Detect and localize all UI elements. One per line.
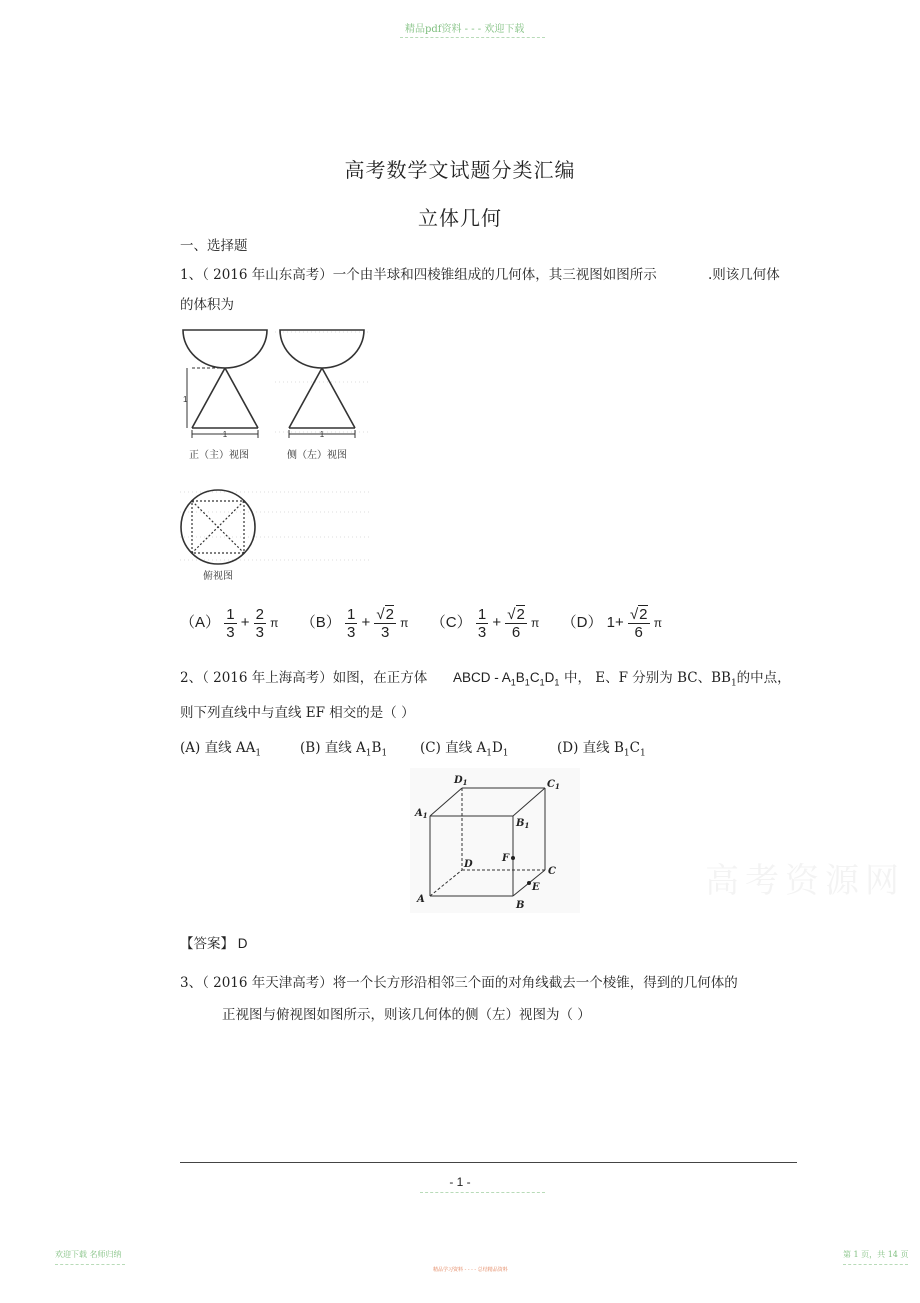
footer-left-divider: [55, 1264, 125, 1265]
footer-left-text: 欢迎下载 名师归纳: [55, 1250, 122, 1259]
page-number: - 1 -: [449, 1175, 471, 1189]
front-view-height-dim: 1: [183, 395, 188, 404]
watermark: 高考资源网: [705, 861, 905, 901]
side-view-label: 侧（左）视图: [287, 450, 347, 461]
label-d1: $D_1$: [454, 775, 468, 787]
label-b1: $B_1$: [516, 818, 530, 830]
q1-line2: 的体积为: [180, 297, 234, 313]
q1-three-view-figure: [175, 322, 375, 590]
top-view-drawing: [181, 490, 255, 564]
q2-line1b: ABCD - $A_1B_1C_1D_1$: [453, 670, 560, 688]
page-title: 高考数学文试题分类汇编: [344, 158, 576, 182]
footer-center-text: 精品学习资料 - - - - 总结精品资料: [433, 1267, 508, 1273]
side-view-dim: 1: [319, 430, 325, 439]
side-view-drawing: [280, 330, 364, 438]
q1-option-c: （C） $\frac{1}{3}$ + $\frac{√2}{6}$ π: [430, 606, 540, 641]
front-view-label: 正（主）视图: [189, 450, 249, 461]
front-view-drawing: [183, 330, 267, 438]
q1-line1a: 1、（ 2016 年山东高考）一个由半球和四棱锥组成的几何体，其三视图如图所示: [180, 267, 657, 283]
label-b: B: [516, 900, 525, 911]
top-view-label: 俯视图: [203, 571, 233, 582]
q2-option-b: (B) 直线 $A_1B_1$: [300, 740, 388, 759]
q2-line1c: 中， E、F 分别为 BC、$BB_1$的中点，: [564, 670, 791, 689]
q3-line1: 3、（ 2016 年天津高考）将一个长方形沿相邻三个面的对角线截去一个棱锥，得到的几何体的: [180, 975, 738, 991]
section-heading: 一、选择题: [180, 238, 248, 254]
q3-line2: 正视图与俯视图如图所示，则该几何体的侧（左）视图为（ ）: [222, 1007, 591, 1023]
page-subtitle: 立体几何: [418, 206, 502, 230]
q2-cube-figure: [410, 768, 580, 913]
header-top-text: 精品pdf资料 - - - 欢迎下载: [405, 24, 525, 35]
point-f: [511, 856, 515, 860]
q1-options: [180, 606, 662, 641]
header-divider: [400, 37, 545, 38]
q2-answer: 【答案】 D: [180, 936, 248, 952]
q2-option-c: (C) 直线 $A_1D_1$: [420, 740, 509, 759]
point-e: [527, 881, 531, 885]
label-e: E: [532, 882, 540, 893]
front-view-dim: 1: [222, 430, 228, 439]
footer-rule: [180, 1162, 797, 1163]
q1-option-a: （A） $\frac{1}{3}$ + $\frac{2}{3}$ π: [180, 606, 279, 641]
label-a: A: [417, 894, 425, 905]
q1-option-b: （B） $\frac{1}{3}$ + $\frac{√2}{3}$ π: [300, 606, 409, 641]
label-c: C: [548, 866, 556, 877]
q1-option-d: （D） 1+ $\frac{√2}{6}$ π: [561, 606, 662, 641]
q1-line1b: .则该几何体: [708, 267, 780, 283]
label-d: D: [464, 859, 473, 870]
footer-right-divider: [843, 1264, 908, 1265]
footer-center-divider: [420, 1192, 545, 1193]
q1-line1: [180, 266, 657, 284]
q2-line2: 则下列直线中与直线 EF 相交的是（ ）: [180, 705, 415, 721]
q2-option-d: (D) 直线 $B_1C_1$: [557, 740, 646, 759]
q2-option-a: (A) 直线 $AA_1$: [180, 740, 262, 759]
label-c1: $C_1$: [547, 779, 560, 791]
footer-right-text: 第 1 页，共 14 页: [843, 1250, 909, 1259]
q2-line1a: 2、（ 2016 年上海高考）如图，在正方体: [180, 670, 428, 686]
label-a1: $A_1$: [415, 808, 428, 820]
label-f: F: [502, 853, 510, 864]
